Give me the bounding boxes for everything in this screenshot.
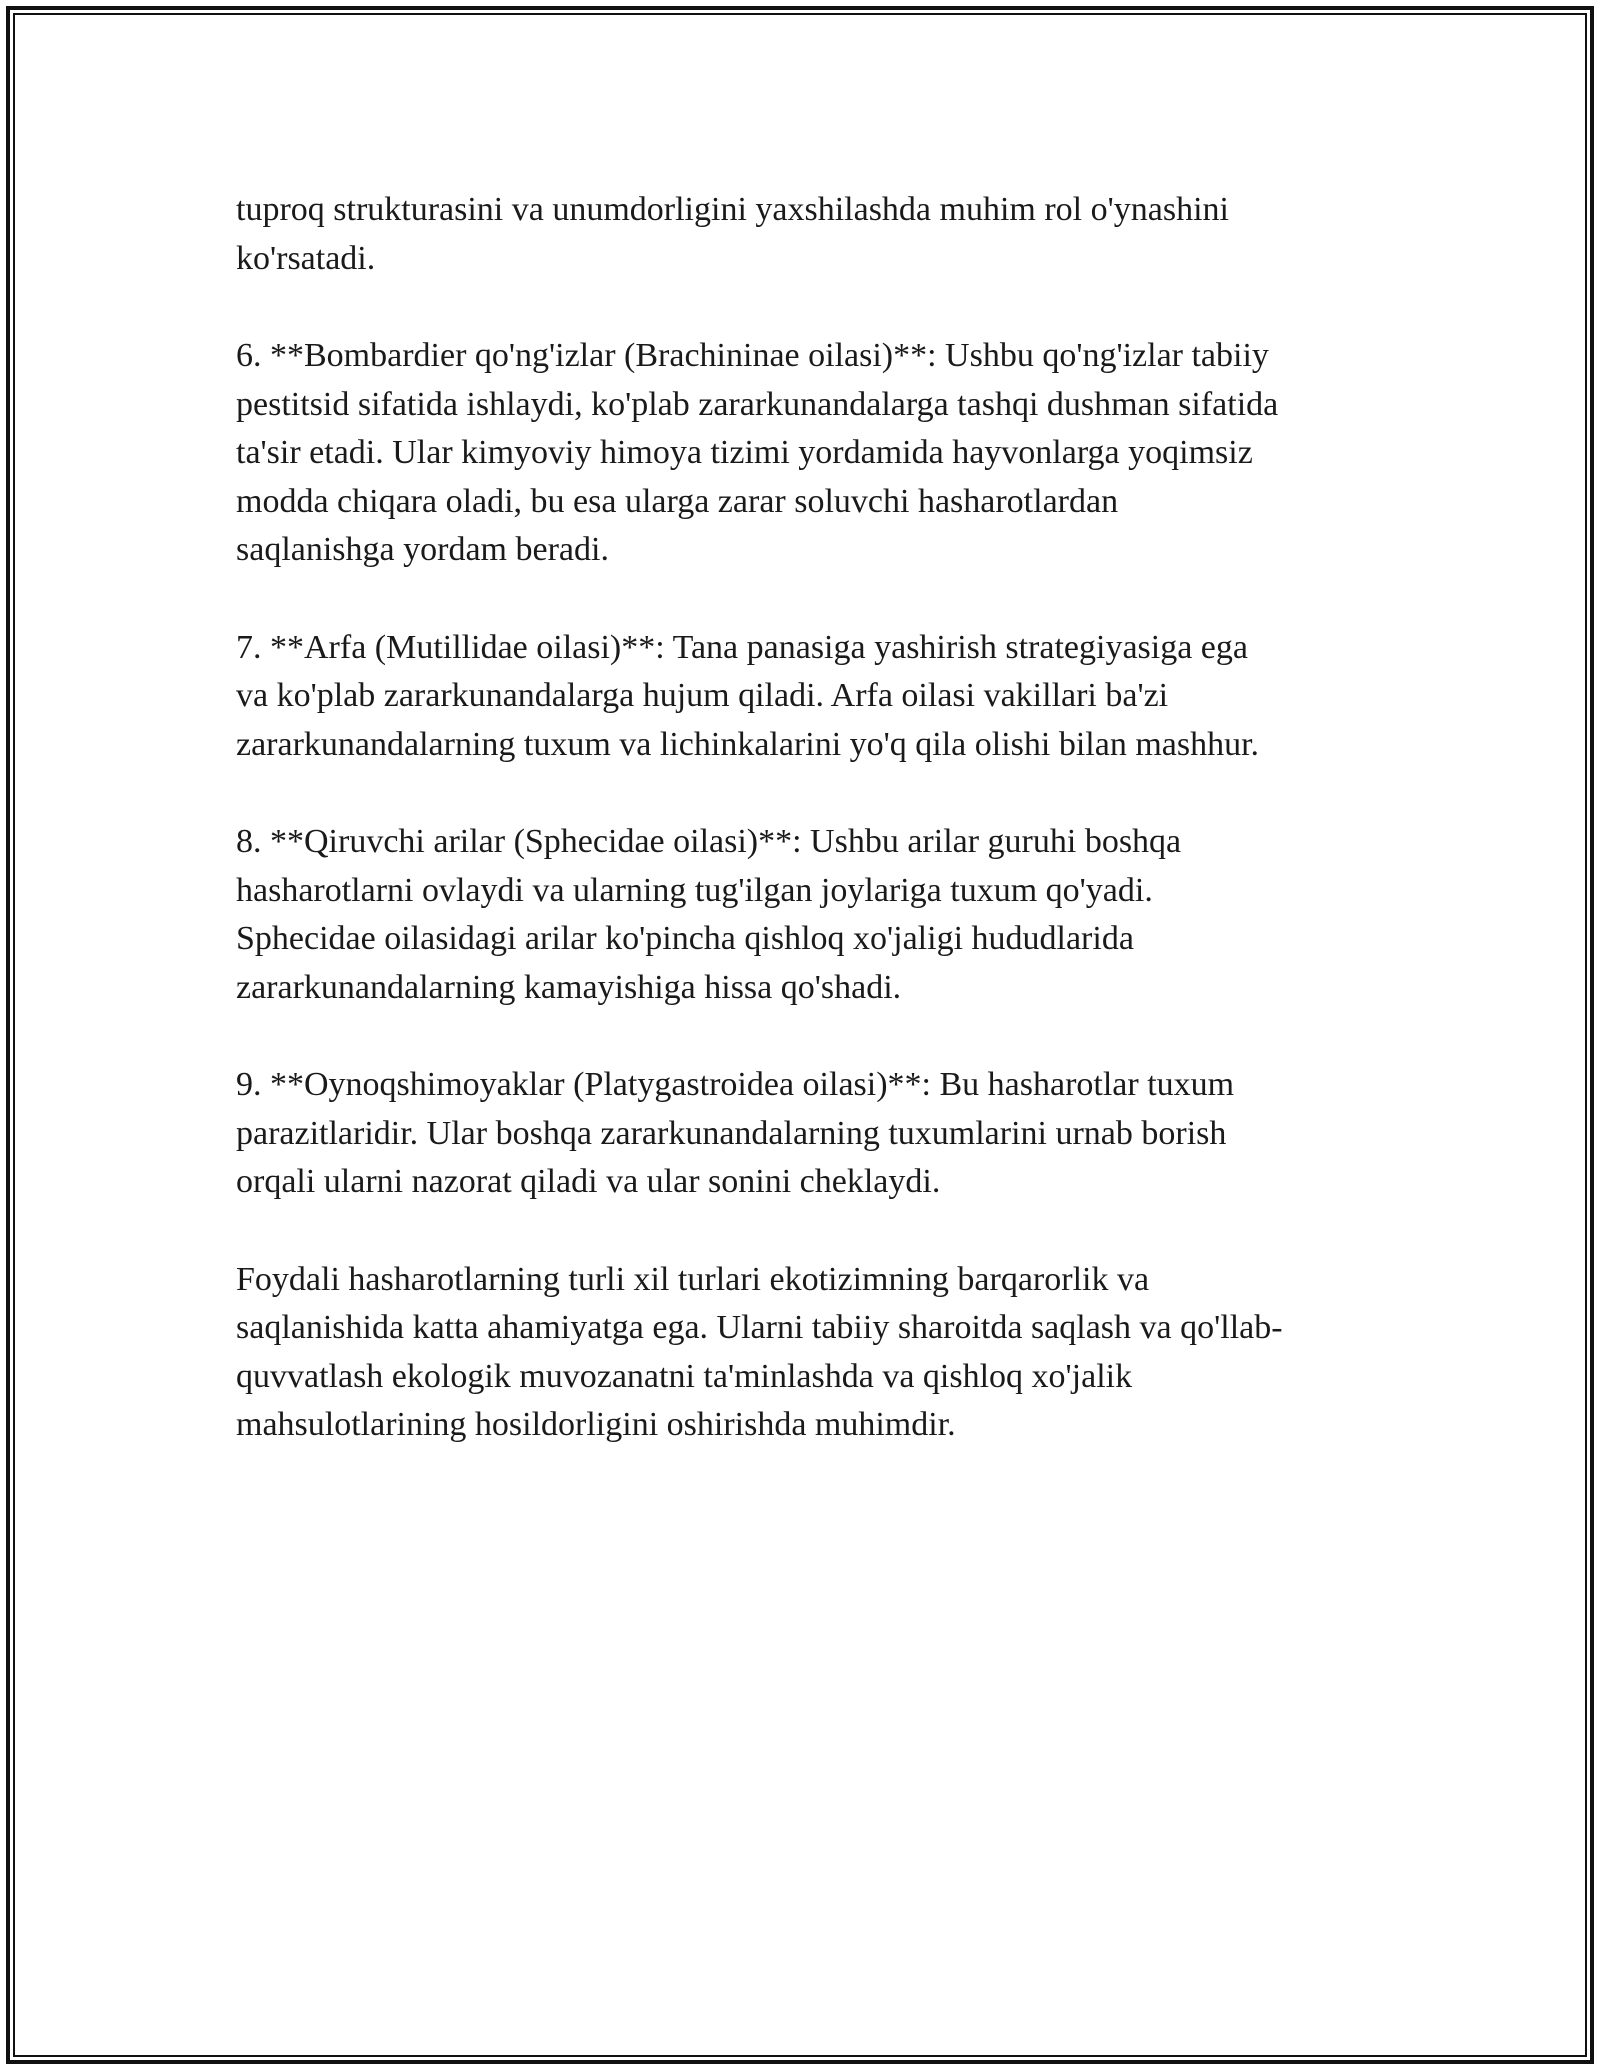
paragraph-item-8: 8. **Qiruvchi arilar (Sphecidae oilasi)**: Ushbu arilar guruhi boshqa hasharotlarni ovlaydi va ularning tug'ilgan joylariga tuxum qo'yadi. Sphecidae oilasidagi arilar ko'pincha qishloq xo'jaligi hududlarida zararkunandalarning kamayishiga hissa qo'shadi. [236,823,1182,1006]
paragraph-item-9: 9. **Oynoqshimoyaklar (Platygastroidea oilasi)**: Bu hasharotlar tuxum parazitlaridir. Ular boshqa zararkunandalarning tuxumlarini urnab borish orqali ularni nazorat qiladi va ular sonini cheklaydi. [236,1066,1235,1200]
paragraph-conclusion: Foydali hasharotlarning turli xil turlari ekotizimning barqarorlik va saqlanishida katta ahamiyatga ega. Ularni tabiiy sharoitda saqlash va qo'llab- quvvatlash ekologik muvozanatni ta'minlashda va qishloq xo'jalik mahsulotlarining hosildorligini oshirishda muhimdir. [236,1260,1283,1443]
paragraph-item-6: 6. **Bombardier qo'ng'izlar (Brachininae oilasi)**: Ushbu qo'ng'izlar tabiiy pestitsid sifatida ishlaydi, ko'plab zararkunandalarga tashqi dushman sifatida ta'sir etadi. Ular kimyoviy himoya tizimi yordamida hayvonlarga yoqimsiz modda chiqara oladi, bu esa ularga zarar soluvchi hasharotlardan saqlanishga yordam beradi. [236,337,1279,568]
paragraph-continuation: tuproq strukturasini va unumdorligini yaxshilashda muhim rol o'ynashini ko'rsatadi. [236,191,1229,277]
document-body [236,186,1366,1499]
paragraph-item-7: 7. **Arfa (Mutillidae oilasi)**: Tana panasiga yashirish strategiyasiga ega va ko'plab zararkunandalarga hujum qiladi. Arfa oilasi vakillari ba'zi zararkunandalarning tuxum va lichinkalarini yo'q qila olishi bilan mashhur. [236,628,1260,763]
